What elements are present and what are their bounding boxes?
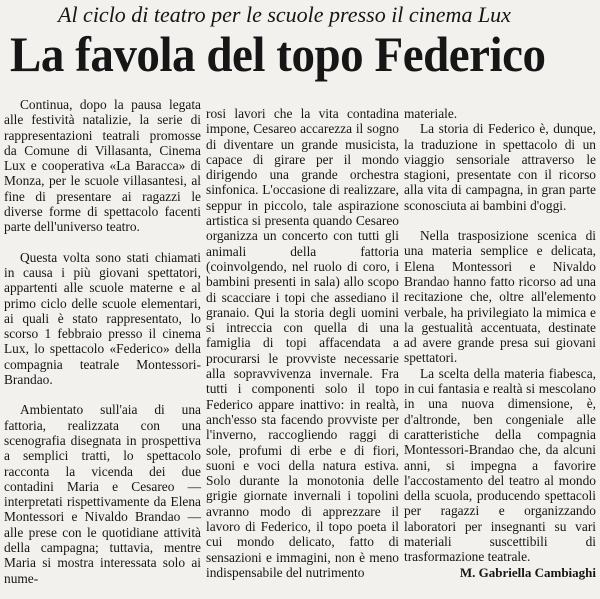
article-column-2 xyxy=(206,106,399,580)
paragraph: Questa volta sono stati chiamati in causa i più giovani spettatori, appartenti alle scuole materne e al primo ciclo delle scuole elementari, ai quali è stato rappresentato, lo scorso 1 febbraio presso il cinema Lux, lo spettacolo «Federico» della compagnia teatrale Montessori-Brandao. xyxy=(4,249,201,388)
paragraph: La storia di Federico è, dunque, la traduzione in spettacolo di un viaggio sensoriale attraverso le stagioni, presentate con il ricorso alla vita di campagna, in gran parte sconosciuta ai bambini d'oggi. xyxy=(404,121,596,213)
paragraph: Nella trasposizione scenica di una materia semplice e delicata, Elena Montessori e Nivaldo Brandao hanno fatto ricorso ad una recitazione che, oltre all'elemento verbale, ha privilegiato la mimica e la gestualità accentuata, destinate ad avere grande presa sui giovani spettatori. xyxy=(404,228,596,366)
paragraph: materiale. xyxy=(404,106,458,121)
paragraph: La scelta della materia fiabesca, in cui fantasia e realtà si mescolano in una nuova dimensione, è, d'altronde, ben congeniale alle caratteristiche della compagnia Montessori-Brandao che, da alcuni anni, si impegna a favorire l'accostamento del teatro al mondo della scuola, producendo spettacoli per ragazzi e organizzando laboratori per insegnanti su vari materiali suscettibili di trasformazione teatrale. xyxy=(404,365,596,565)
article-headline: La favola del topo Federico xyxy=(10,26,546,82)
paragraph: Ambientato sull'aia di una fattoria, realizzata con una scenografia disegnata in prospettiva a semplici tratti, lo spettacolo racconta la vicenda dei due contadini Maria e Cesareo — interpretati rispettivamente da Elena Montessori e Nivaldo Brandao — alle prese con le quotidiane attività della campagna; tuttavia, mentre Maria si mostra interessata solo ai nume- xyxy=(4,402,201,586)
article-kicker: Al ciclo di teatro per le scuole presso il cinema Lux xyxy=(58,2,511,27)
paragraph: rosi lavori che la vita contadina impone, Cesareo accarezza il sogno di diventare un grande musicista, capace di girare per il mondo dirigendo una grande orchestra sinfonica. L'occasione di realizzare, seppur in piccolo, tale aspirazione artistica si presenta quando Cesareo organizza un concerto con tutti gli animali della fattoria (coinvolgendo, nel ruolo di coro, i bambini presenti in sala) allo scopo di scacciare i topi che assediano il granaio. Qui la storia degli uomini si intreccia con quella di una famiglia di topi affacendata a procurarsi le provviste necessarie alla sopravvivenza invernale. Fra tutti i componenti solo il topo Federico appare inattivo: in realtà, anch'esso sta facendo provviste per l'inverno, raccogliendo raggi di sole, profumi di erbe e di fiori, suoni e voci della natura estiva. Solo durante la monotonia delle grigie giornate invernali i topolini avranno modo di apprezzare il lavoro di Federico, il topo poeta il cui mondo delicato, fatto di sensazioni e immagini, non è meno indispensabile del nutrimento xyxy=(206,106,399,580)
author-signature: M. Gabriella Cambiaghi xyxy=(459,564,596,580)
paragraph: Continua, dopo la pausa legata alle festività natalizie, la serie di rappresentazioni teatrali promosse da Comune di Villasanta, Cinema Lux e cooperativa «La Baracca» di Monza, per le scuole villasantesi, al fine di presentare ai ragazzi le diverse forme di spettacolo facenti parte dell'universo teatro. xyxy=(4,97,201,235)
article-column-3 xyxy=(404,106,596,580)
article-column-1 xyxy=(4,97,201,586)
